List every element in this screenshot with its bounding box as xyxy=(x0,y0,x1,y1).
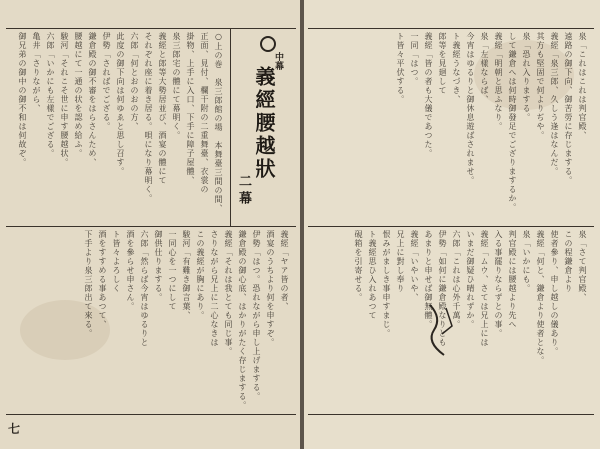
text-column: 義經「いやいや、 xyxy=(410,230,419,302)
act-label: 二幕 xyxy=(236,174,251,208)
text-column: ト義經うなづき、 xyxy=(452,32,461,104)
text-column: 判官殿には腰越より先へ xyxy=(508,230,517,329)
text-column: 六郎「いかにも左樣でござる。 xyxy=(46,32,55,158)
text-column: 酒宴のうちより何を申すぞ。 xyxy=(266,230,275,347)
text-column: ト皆々よろしく xyxy=(112,230,121,293)
handwritten-annotation xyxy=(422,300,462,360)
text-column: それぞれ座に着き居る。唄になり幕明く。 xyxy=(144,32,153,203)
text-column: 御兄弟の御中の御不和は何故ぞ。 xyxy=(18,32,27,167)
text-column: 亀井「さりながら、 xyxy=(32,32,41,113)
text-column: 義經「ヤア皆の者、 xyxy=(280,230,289,311)
text-column: 駿河「有難き御言葉、 xyxy=(182,230,191,320)
page-number: 七 xyxy=(8,422,21,436)
text-column: 硯箱を引寄せる。 xyxy=(354,230,363,302)
text-column: さりながら兄上に二心なきは xyxy=(210,230,219,347)
text-column: 酒を參らせ申さん。 xyxy=(126,230,135,311)
text-column: 下手より泉三郎出て來る。 xyxy=(84,230,93,338)
text-column: この義經が胸にあり。 xyxy=(196,230,205,320)
text-column: 鎌倉殿の御心底、はかりがたく存じまする。 xyxy=(238,230,247,410)
text-column: あまりと申せば御無體。 xyxy=(424,230,433,329)
lower-left-text xyxy=(12,230,294,410)
text-column: 鎌倉殿の御不審をはらさんため、 xyxy=(88,32,97,167)
text-column: 郎等を見廻して xyxy=(438,32,447,95)
text-column: 泉「いかにも。 xyxy=(522,230,531,293)
text-column: 六郎「何とおのおの方、 xyxy=(130,32,139,131)
main-title: 義經腰越狀 xyxy=(252,66,276,181)
text-column: 一同「はつ。 xyxy=(410,32,419,86)
circle-mark-icon xyxy=(260,36,276,52)
text-column: 使者參り、申し越しの儀あり。 xyxy=(550,230,559,356)
text-column: 伊勢「さればでござる。 xyxy=(102,32,111,131)
text-column: 一同心を一つにして xyxy=(168,230,177,311)
text-column: 義經「それは我とても同じ事。 xyxy=(224,230,233,356)
text-column: 義經「何と、鎌倉より使者とな。 xyxy=(536,230,545,365)
title-divider xyxy=(230,28,231,226)
middle-rule xyxy=(308,226,594,227)
right-page xyxy=(304,0,600,449)
top-rule xyxy=(6,28,296,29)
text-column: して鎌倉へは何時御發足でござりまするか。 xyxy=(508,32,517,212)
text-column: 其方も堅固で何よりぢや。 xyxy=(536,32,545,140)
title-block xyxy=(232,34,296,224)
bottom-rule xyxy=(6,414,296,415)
text-column: 義經と郎等大勢居並び、酒宴の體にて xyxy=(158,32,167,185)
text-column: 遠路の御下向、御苦勞に存じまする。 xyxy=(564,32,573,185)
text-column: 御供仕りまする。 xyxy=(154,230,163,302)
text-column: 掛物、上手に入口、下手に障子屋體、 xyxy=(186,32,195,185)
text-column: 六郎「然らば今宵はゆるりと xyxy=(140,230,149,347)
text-column: 義經「泉三郎、久しう逢はなんだ。 xyxy=(550,32,559,176)
text-column: 入る事罷りならずとの事。 xyxy=(494,230,503,338)
text-column: 泉「これはこれは判官殿、 xyxy=(578,32,587,140)
text-column: 恨みがましき事申すまじ。 xyxy=(382,230,391,338)
text-column: 今宵はゆるりと御休息遊ばされませ。 xyxy=(466,32,475,185)
middle-rule xyxy=(6,226,296,227)
text-column: 駿河「それこそ世に申す腰越状。 xyxy=(60,32,69,167)
bottom-rule xyxy=(308,414,594,415)
text-column: 義經「明朝と思ふなり。 xyxy=(494,32,503,131)
text-column: 正面、見付、欄干附の二重舞臺、衣裳の xyxy=(200,32,209,194)
text-column: ト義經思ひ入れあつて xyxy=(368,230,377,320)
text-column: 伊勢「如何に鎌倉殿なりとも xyxy=(438,230,447,347)
text-column: 泉三郎宅の體にて幕明く。 xyxy=(172,32,181,140)
text-column: 兄上に對し奉り xyxy=(396,230,405,293)
text-column: この程鎌倉より xyxy=(564,230,573,293)
text-column: ○上の巻 泉三郎館の場 本舞臺三間の間、 xyxy=(214,32,223,213)
text-column: 伊勢「はつ。恐れながら申し上げまする。 xyxy=(252,230,261,401)
text-column: 泉「さて判官殿、 xyxy=(578,230,587,302)
text-column: 腰越にて一通の状を認め給ふ。 xyxy=(74,32,83,158)
text-column: 此度の御下向は何ゆゑと思し召す。 xyxy=(116,32,125,176)
text-column: 泉「恐れ入りまする。 xyxy=(522,32,531,122)
text-column: 泉「左樣ならば、 xyxy=(480,32,489,104)
title-prefix: 中幕 xyxy=(273,52,283,70)
text-column: 六郎「これは心外千萬。 xyxy=(452,230,461,329)
text-column: いまだ御疑ひ晴れずか。 xyxy=(466,230,475,329)
text-column: 義經「ムウ、さては兄上には xyxy=(480,230,489,347)
upper-right-text xyxy=(312,32,592,222)
text-column: 酒をすすめる事あつて、 xyxy=(98,230,107,329)
text-column: 義經「皆の者も大儀であつた。 xyxy=(424,32,433,158)
text-column: ト皆々平伏する。 xyxy=(396,32,405,104)
upper-left-text xyxy=(12,32,228,222)
top-rule xyxy=(308,28,594,29)
